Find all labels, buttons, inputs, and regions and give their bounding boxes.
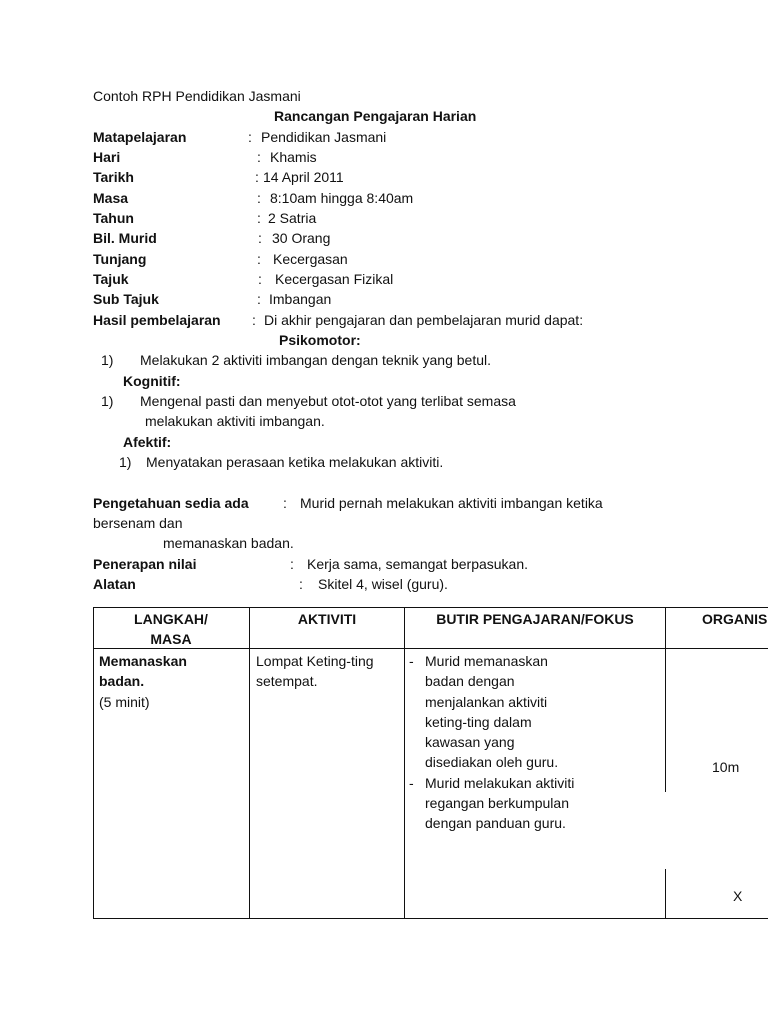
info-value-hari: Khamis xyxy=(270,149,317,165)
penerapan-value: Kerja sama, semangat berpasukan. xyxy=(307,556,529,572)
table-column-divider xyxy=(665,869,666,919)
butir-line: regangan berkumpulan xyxy=(425,795,569,812)
info-value-tajuk: Kecergasan Fizikal xyxy=(275,271,394,287)
pengetahuan-sep: : xyxy=(283,495,287,511)
organisasi-position-marker: X xyxy=(733,888,743,904)
header-aktiviti: AKTIVITI xyxy=(297,611,357,627)
alatan-value: Skitel 4, wisel (guru). xyxy=(318,576,448,592)
butir-line: menjalankan aktiviti xyxy=(425,693,548,710)
lesson-table xyxy=(93,607,768,919)
afektif-number: 1) xyxy=(119,454,132,470)
butir-line: Murid melakukan aktiviti xyxy=(425,774,575,791)
aktiviti-line: setempat. xyxy=(256,673,318,690)
pengetahuan-text-line-3: memanaskan badan. xyxy=(163,535,294,551)
bullet-dash: - xyxy=(409,774,414,791)
info-sep: : xyxy=(248,129,252,145)
butir-line: Murid memanaskan xyxy=(425,653,548,669)
info-value-masa: 8:10am hingga 8:40am xyxy=(270,190,414,206)
kognitif-text-line-2: melakukan aktiviti imbangan. xyxy=(145,413,325,429)
psikomotor-number: 1) xyxy=(101,352,114,368)
table-border-left xyxy=(93,607,94,919)
butir-line: disediakan oleh guru. xyxy=(425,754,559,771)
info-sep: : xyxy=(257,251,261,267)
info-label-tunjang: Tunjang xyxy=(93,251,147,267)
organisasi-distance-label: 10m xyxy=(712,759,740,775)
alatan-label: Alatan xyxy=(93,576,136,592)
info-label-tahun: Tahun xyxy=(93,210,134,226)
psikomotor-text: Melakukan 2 aktiviti imbangan dengan teknik yang betul. xyxy=(140,352,491,368)
pengetahuan-text-line-1: Murid pernah melakukan aktiviti imbangan ketika xyxy=(300,495,603,511)
table-column-divider xyxy=(665,607,666,649)
info-sep: : xyxy=(257,190,261,206)
penerapan-sep: : xyxy=(290,556,294,572)
info-sep: : xyxy=(257,149,261,165)
info-label-tarikh: Tarikh xyxy=(93,169,134,185)
header-langkah-line-1: LANGKAH/ xyxy=(134,611,208,627)
info-sep: : xyxy=(257,291,261,307)
info-sep: : xyxy=(258,271,262,287)
aktiviti-line: Lompat Keting-ting xyxy=(256,653,374,669)
header-organisasi: ORGANIS xyxy=(702,611,768,627)
table-column-divider xyxy=(404,607,405,919)
document-heading: Contoh RPH Pendidikan Jasmani xyxy=(93,88,301,104)
row-aktiviti-cell xyxy=(256,651,402,692)
info-value-matapelajaran: Pendidikan Jasmani xyxy=(261,129,387,145)
document-subheading: Rancangan Pengajaran Harian xyxy=(274,108,477,124)
info-label-matapelajaran: Matapelajaran xyxy=(93,129,187,145)
table-border-top xyxy=(93,607,768,608)
info-value-hasil-pembelajaran: Di akhir pengajaran dan pembelajaran murid dapat: xyxy=(264,312,584,328)
afektif-title: Afektif: xyxy=(123,434,172,450)
langkah-line: badan. xyxy=(99,673,145,690)
header-langkah-line-2: MASA xyxy=(150,631,192,648)
kognitif-number: 1) xyxy=(101,393,114,409)
kognitif-text-line-1: Mengenal pasti dan menyebut otot-otot yang terlibat semasa xyxy=(140,393,516,409)
pengetahuan-text-line-2: bersenam dan xyxy=(93,515,183,531)
info-value-tunjang: Kecergasan xyxy=(273,251,348,267)
langkah-duration: (5 minit) xyxy=(99,693,150,710)
row-butir-cell xyxy=(409,651,663,834)
info-label-sub-tajuk: Sub Tajuk xyxy=(93,291,159,307)
table-column-divider xyxy=(665,649,666,792)
butir-line: badan dengan xyxy=(425,673,515,690)
butir-line: keting-ting dalam xyxy=(425,713,532,730)
info-sep: : xyxy=(258,230,262,246)
info-label-bil-murid: Bil. Murid xyxy=(93,230,157,246)
butir-line: kawasan yang xyxy=(425,734,515,751)
pengetahuan-label: Pengetahuan sedia ada xyxy=(93,495,249,511)
row-langkah-cell xyxy=(99,651,247,712)
butir-line: dengan panduan guru. xyxy=(425,815,566,832)
table-border-bottom xyxy=(93,918,768,919)
info-value-sub-tajuk: Imbangan xyxy=(269,291,332,307)
header-langkah-masa xyxy=(93,609,249,650)
info-value-tahun: 2 Satria xyxy=(268,210,317,226)
alatan-sep: : xyxy=(299,576,303,592)
afektif-text: Menyatakan perasaan ketika melakukan aktiviti. xyxy=(146,454,444,470)
info-sep: : xyxy=(252,312,256,328)
info-label-masa: Masa xyxy=(93,190,129,206)
info-label-tajuk: Tajuk xyxy=(93,271,129,287)
header-butir-pengajaran: BUTIR PENGAJARAN/FOKUS xyxy=(436,611,634,627)
psikomotor-title: Psikomotor: xyxy=(279,332,361,348)
info-sep: : xyxy=(255,169,259,185)
info-value-bil-murid: 30 Orang xyxy=(272,230,331,246)
table-column-divider xyxy=(249,607,250,919)
info-value-tarikh: 14 April 2011 xyxy=(263,169,344,185)
kognitif-title: Kognitif: xyxy=(123,373,181,389)
penerapan-label: Penerapan nilai xyxy=(93,556,197,572)
info-sep: : xyxy=(257,210,261,226)
bullet-dash: - xyxy=(409,653,414,669)
info-label-hari: Hari xyxy=(93,149,121,165)
info-label-hasil-pembelajaran: Hasil pembelajaran xyxy=(93,312,221,328)
langkah-line: Memanaskan xyxy=(99,653,187,669)
